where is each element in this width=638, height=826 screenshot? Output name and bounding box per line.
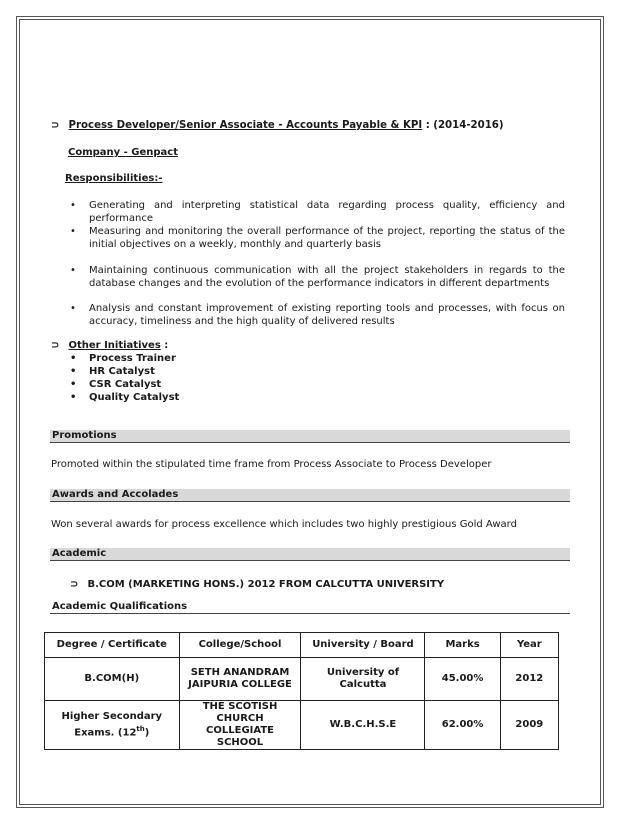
responsibility-item — [70, 199, 565, 225]
qualifications-table — [44, 632, 559, 750]
responsibility-text: Analysis and constant improvement of existing reporting tools and processes, with focus on accuracy, timeliness and the high quality of delivered results — [89, 303, 565, 327]
initiative-label: Quality Catalyst — [89, 392, 180, 403]
bullet-icon: • — [70, 200, 76, 211]
responsibility-item — [70, 225, 565, 251]
bullet-icon: • — [70, 226, 76, 237]
awards-text: Won several awards for process excellence which includes two highly prestigious Gold Award — [51, 519, 517, 530]
degree-line — [70, 579, 444, 590]
awards-heading: Awards and Accolades — [50, 489, 570, 502]
bullet-icon: • — [70, 265, 76, 276]
column-header: Marks — [425, 633, 500, 658]
year-cell: 2012 — [500, 658, 558, 701]
initiative-item — [70, 379, 161, 390]
initiatives-heading: Other Initiatives — [68, 340, 161, 351]
degree-superscript: th — [136, 724, 145, 733]
arrow-bullet-icon: ⊃ — [70, 579, 79, 590]
marks-cell: 45.00% — [425, 658, 500, 701]
responsibility-text: Measuring and monitoring the overall performance of the project, reporting the status of the initial objectives on a weekly, monthly and quarterly basis — [89, 226, 565, 250]
initiative-item — [70, 392, 179, 403]
initiatives-heading-line — [51, 340, 168, 351]
university-cell: University of Calcutta — [301, 658, 425, 701]
column-header: College/School — [179, 633, 301, 658]
degree-text: Higher Secondary Exams. (12 — [61, 710, 163, 739]
column-header: Year — [500, 633, 558, 658]
college-cell: THE SCOTISH CHURCH COLLEGIATE SCHOOL — [179, 701, 301, 750]
year-cell: 2009 — [500, 701, 558, 750]
role-title: Process Developer/Senior Associate - Accounts Payable & KPI — [68, 120, 423, 131]
initiatives-colon: : — [164, 340, 169, 351]
promotions-text: Promoted within the stipulated time frame from Process Associate to Process Developer — [51, 459, 492, 470]
responsibility-item — [70, 302, 565, 328]
arrow-bullet-icon: ⊃ — [51, 120, 60, 131]
college-cell: SETH ANANDRAM JAIPURIA COLLEGE — [179, 658, 301, 701]
role-line — [51, 120, 504, 131]
initiative-label: HR Catalyst — [89, 366, 155, 377]
initiative-label: CSR Catalyst — [89, 379, 162, 390]
degree-line-text: B.COM (MARKETING HONS.) 2012 FROM CALCUTTA UNIVERSITY — [87, 579, 445, 590]
promotions-heading: Promotions — [50, 430, 570, 443]
responsibility-text: Generating and interpreting statistical data regarding process quality, efficiency and performance — [89, 200, 565, 224]
initiative-item — [70, 366, 155, 377]
company-name: Company - Genpact — [68, 147, 179, 158]
arrow-bullet-icon: ⊃ — [51, 340, 60, 351]
bullet-icon: • — [70, 392, 77, 403]
marks-cell: 62.00% — [425, 701, 500, 750]
bullet-icon: • — [70, 366, 77, 377]
responsibility-item — [70, 264, 565, 290]
table-header-row — [45, 633, 559, 658]
initiative-item — [70, 353, 176, 364]
degree-text-end: ) — [144, 727, 150, 739]
bullet-icon: • — [70, 303, 76, 314]
academic-heading: Academic — [50, 548, 570, 561]
table-row — [45, 701, 559, 750]
university-cell: W.B.C.H.S.E — [301, 701, 425, 750]
column-header: University / Board — [301, 633, 425, 658]
role-period: : (2014-2016) — [425, 120, 504, 131]
bullet-icon: • — [70, 379, 77, 390]
degree-cell — [45, 701, 180, 750]
table-row — [45, 658, 559, 701]
responsibilities-heading: Responsibilities:- — [65, 173, 163, 184]
initiative-label: Process Trainer — [89, 353, 176, 364]
responsibility-text: Maintaining continuous communication with all the project stakeholders in regards to the database changes and the evolution of the performance indicators in different departments — [89, 265, 565, 289]
qualifications-heading: Academic Qualifications — [50, 601, 570, 614]
bullet-icon: • — [70, 353, 77, 364]
column-header: Degree / Certificate — [45, 633, 180, 658]
degree-cell: B.COM(H) — [45, 658, 180, 701]
